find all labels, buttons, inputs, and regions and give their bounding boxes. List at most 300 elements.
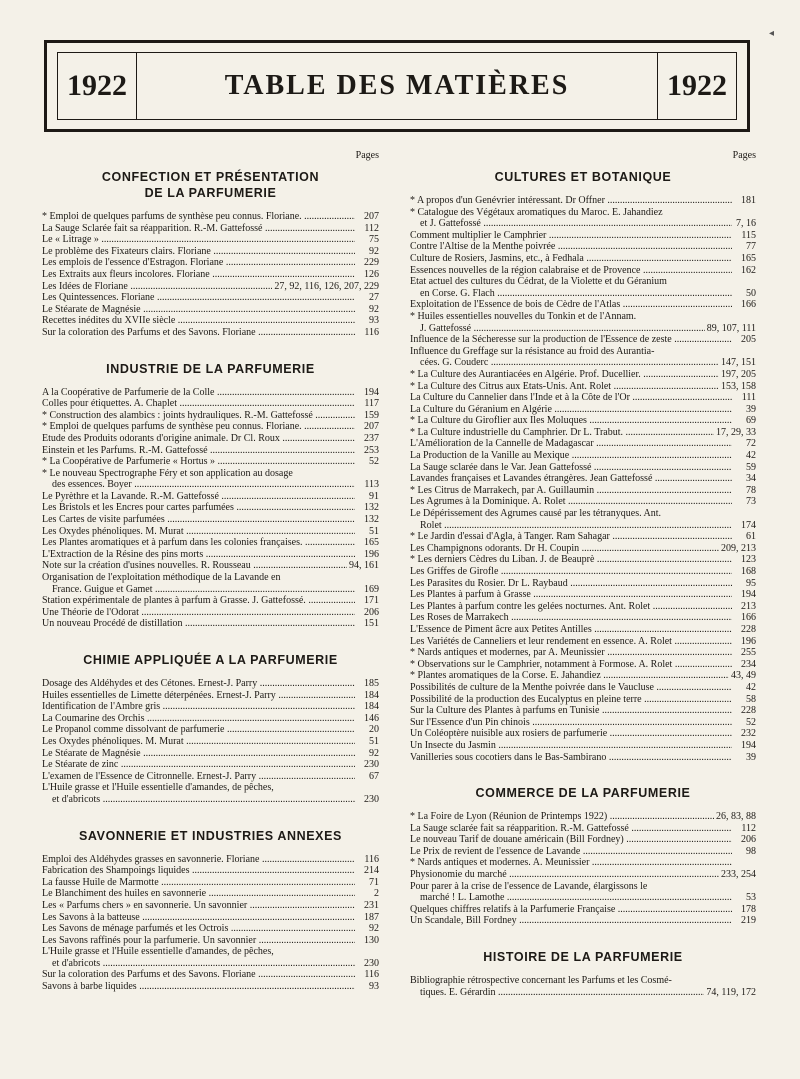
entry-title: Quelques chiffres relatifs à la Parfumerie Française ..... — [410, 904, 732, 916]
entry-page: 51 — [369, 525, 379, 537]
toc-entry — [42, 595, 379, 607]
entry-title: Le Dépérissement des Agrumes causé par les tétranyques. Ant. — [410, 508, 662, 520]
entry-page: 237 — [364, 432, 379, 444]
entry-title: Etat actuel des cultures du Cédrat, de la Violette et du Géranium — [410, 276, 667, 288]
entry-title: Dosage des Aldéhydes et des Cétones. Ernest-J. Parry ..... — [42, 678, 355, 690]
entry-continuation-line — [42, 584, 379, 596]
header-frame — [44, 40, 750, 132]
toc-entry — [410, 682, 756, 694]
entry-page: 72 — [746, 438, 756, 450]
entry-page: 231 — [364, 899, 379, 911]
entry-title: Physionomie du marché ..... — [410, 869, 719, 881]
entry-page: 234 — [741, 658, 756, 670]
entry-title: Les Savons à la batteuse ..... — [42, 912, 355, 924]
toc-entry — [410, 531, 756, 543]
toc-entry — [410, 705, 756, 717]
entry-title: Essences nouvelles de la région calabraise et de Provence ..... — [410, 265, 732, 277]
entry-page: 111 — [741, 392, 756, 404]
toc-entry — [410, 496, 756, 508]
entry-title: Etude des Produits odorants d'origine animale. Dr Cl. Roux ..... — [42, 433, 355, 445]
entry-title: Les Champignons odorants. Dr H. Coupin ..... — [410, 543, 719, 555]
entry-continuation-line — [410, 987, 756, 999]
toc-entry — [410, 857, 756, 869]
section-title-line: CULTURES ET BOTANIQUE — [494, 170, 672, 184]
entry-title: * Observations sur le Camphrier, notamment à Formose. A. Rolet ..... — [410, 659, 732, 671]
toc-entry — [42, 854, 379, 866]
entry-page: 112 — [741, 822, 756, 834]
toc-entry — [410, 195, 756, 207]
entry-title: * Huiles essentielles nouvelles du Tonkin et de l'Annam. — [410, 310, 637, 322]
toc-entry — [42, 771, 379, 783]
entry-title: * La Culture des Aurantiacées en Algérie. Prof. Ducellier. ..... — [410, 369, 719, 381]
section-title-line: CONFECTION ET PRÉSENTATION — [101, 170, 320, 184]
entry-title-cont: tiques. E. Gérardin ..... — [410, 987, 704, 999]
entry-page: 93 — [369, 981, 379, 993]
entry-title: L'Amélioration de la Cannelle de Madagascar ..... — [410, 438, 732, 450]
toc-entry — [410, 752, 756, 764]
entry-title: Les Plantes à parfum contre les gelées nocturnes. Ant. Rolet ..... — [410, 601, 732, 613]
entry-title: Un nouveau Procédé de distillation ..... — [42, 618, 355, 630]
entry-page: 27 — [369, 292, 379, 304]
toc-entry — [410, 846, 756, 858]
entry-title: Colles pour étiquettes. A. Chaplet ..... — [42, 398, 355, 410]
entry-page: 196 — [741, 635, 756, 647]
entry-title: * Plantes aromatiques de la Corse. E. Jahandiez ..... — [410, 670, 729, 682]
section-title — [410, 169, 756, 185]
entry-title: Savons à barbe liquides ..... — [42, 981, 355, 993]
toc-entry — [410, 554, 756, 566]
toc-entry — [42, 701, 379, 713]
entry-title: Le nouveau Tarif de douane américain (Bill Fordney) ..... — [410, 834, 732, 846]
entry-title: * La Culture du Giroflier aux Iles Moluques ..... — [410, 415, 732, 427]
entry-title: Sur la coloration des Parfums et des Savons. Floriane ..... — [42, 327, 355, 339]
entry-title: Lavandes françaises et Lavandes étrangères. Jean Gattefossé ..... — [410, 473, 732, 485]
entry-page: 58 — [746, 693, 756, 705]
entry-page: 74, 119, 172 — [706, 986, 756, 998]
entry-page: 253 — [364, 444, 379, 456]
toc-entry — [410, 207, 756, 230]
entry-page: 147, 151 — [721, 357, 756, 369]
toc-entry — [410, 369, 756, 381]
entry-page: 39 — [746, 403, 756, 415]
entry-page: 71 — [369, 876, 379, 888]
entry-title: Les Plantes à parfum à Grasse ..... — [410, 589, 732, 601]
entry-page: 69 — [746, 415, 756, 427]
entry-title: Un Scandale, Bill Fordney ..... — [410, 915, 732, 927]
toc-entry — [410, 728, 756, 740]
entry-page: 67 — [369, 770, 379, 782]
entry-page: 92 — [369, 245, 379, 257]
entry-title: * A propos d'un Genévrier intéressant. Dr Offner ..... — [410, 195, 732, 207]
entry-title: Emploi des Aldéhydes grasses en savonnerie. Floriane ..... — [42, 854, 355, 866]
entry-page: 78 — [746, 484, 756, 496]
toc-entry — [42, 445, 379, 457]
entry-page: 185 — [364, 678, 379, 689]
section-title — [410, 949, 756, 965]
entry-title: L'Essence de Piment âcre aux Petites Antilles ..... — [410, 624, 732, 636]
toc-entry — [42, 946, 379, 969]
toc-entry — [42, 526, 379, 538]
entry-title: Possibilité de la production des Eucalyptus en pleine terre ..... — [410, 694, 732, 706]
toc-entry — [42, 618, 379, 630]
toc-entry — [42, 398, 379, 410]
entry-page: 115 — [741, 229, 756, 241]
entry-title: Les Oxydes phénoliques. M. Murat ..... — [42, 526, 355, 538]
entry-title: Les emplois de l'essence d'Estragon. Floriane ..... — [42, 257, 355, 269]
toc-entry — [410, 404, 756, 416]
toc-entry — [410, 823, 756, 835]
entry-page: 26, 83, 88 — [716, 811, 756, 823]
entry-continuation-line — [42, 479, 379, 491]
entry-page: 168 — [741, 566, 756, 577]
toc-entry — [42, 572, 379, 595]
toc-entry — [42, 560, 379, 572]
left-column — [42, 150, 379, 1015]
entry-title: Organisation de l'exploitation méthodique de la Lavande en — [42, 572, 281, 584]
toc-entry — [410, 381, 756, 393]
toc-section — [42, 828, 379, 993]
entry-title: Les Extraits aux fleurs incolores. Floriane ..... — [42, 269, 355, 281]
entry-page: 229 — [364, 257, 379, 269]
entry-continuation-line — [410, 218, 756, 230]
entry-title: Un Coléoptère nuisible aux rosiers de parfumerie ..... — [410, 728, 732, 740]
toc-entry — [42, 387, 379, 399]
entry-title: * La Foire de Lyon (Réunion de Printemps 1922) ..... — [410, 811, 714, 823]
entry-title: Les Bristols et les Encres pour cartes parfumées ..... — [42, 502, 355, 514]
entry-title: Culture de Rosiers, Jasmins, etc., à Fedhala ..... — [410, 253, 732, 265]
section-title — [42, 169, 379, 201]
entry-title: * Catalogue des Végétaux aromatiques du Maroc. E. Jahandiez — [410, 206, 663, 218]
entry-page: 50 — [746, 287, 756, 299]
toc-entry — [42, 211, 379, 223]
toc-entry — [410, 392, 756, 404]
toc-entry — [410, 427, 756, 439]
section-title-line: HISTOIRE DE LA PARFUMERIE — [483, 950, 683, 965]
entry-page: 75 — [369, 234, 379, 246]
entry-title: Influence du Greffage sur la résistance au froid des Aurantia- — [410, 345, 655, 357]
entry-page: 126 — [364, 268, 379, 280]
toc-entry — [42, 724, 379, 736]
entry-page: 181 — [741, 195, 756, 206]
right-column — [410, 150, 756, 1020]
entry-title: Les Cartes de visite parfumées ..... — [42, 514, 355, 526]
entry-page: 228 — [741, 623, 756, 635]
toc-entry — [42, 877, 379, 889]
toc-entry — [42, 759, 379, 771]
entry-page: 17, 29, 33 — [716, 426, 756, 438]
entry-page: 94, 161 — [349, 560, 379, 572]
entry-title: L'Extraction de la Résine des pins morts ..... — [42, 549, 355, 561]
entry-page: 130 — [364, 934, 379, 946]
section-title — [42, 361, 379, 377]
entry-title: Sur l'Essence d'un Pin chinois ..... — [410, 717, 732, 729]
entry-page: 89, 107, 111 — [706, 322, 756, 334]
entry-page: 51 — [369, 735, 379, 747]
section-title — [42, 652, 379, 668]
entry-page: 230 — [364, 759, 379, 771]
entry-page: 92 — [369, 747, 379, 759]
toc-entry — [42, 690, 379, 702]
entry-page: 153, 158 — [721, 380, 756, 392]
entry-page: 159 — [364, 409, 379, 421]
entry-page: 196 — [364, 548, 379, 560]
toc-entry — [410, 311, 756, 334]
entry-page: 132 — [364, 514, 379, 526]
entry-title: Note sur la création d'usines nouvelles. R. Rousseau ..... — [42, 560, 347, 572]
entry-page: 233, 254 — [721, 869, 756, 881]
entry-page: 42 — [746, 681, 756, 693]
entry-title: * Nards antiques et modernes, par A. Meunissier ..... — [410, 647, 732, 659]
entry-title: * La Culture industrielle du Camphrier. Dr L. Trabut. ..... — [410, 427, 714, 439]
entry-page: 7, 16 — [736, 218, 756, 230]
entry-title: L'examen de l'Essence de Citronnelle. Ernest-J. Parry ..... — [42, 771, 355, 783]
entry-page: 162 — [741, 264, 756, 276]
entry-title: Les « Parfums chers » en savonnerie. Un savonnier ..... — [42, 900, 355, 912]
entry-page: 116 — [364, 853, 379, 865]
entry-title-cont: en Corse. G. Flach ..... — [410, 288, 732, 300]
entry-page: 187 — [364, 911, 379, 923]
entry-title: Pour parer à la crise de l'essence de Lavande, élargissons le — [410, 880, 648, 892]
entry-page: 95 — [746, 577, 756, 589]
entry-title-cont: cées. G. Couderc ..... — [410, 357, 719, 369]
toc-entry — [42, 421, 379, 433]
entry-page: 92 — [369, 923, 379, 935]
toc-entry — [410, 253, 756, 265]
entry-title: * Nards antiques et modernes. A. Meunissier ..... — [410, 857, 732, 869]
section-title-line: DE LA PARFUMERIE — [144, 186, 277, 200]
entry-page: 255 — [741, 647, 756, 659]
toc-entry — [410, 485, 756, 497]
entry-page: 209, 213 — [721, 542, 756, 554]
entry-title: Sur la Culture des Plantes à parfums en Tunisie ..... — [410, 705, 732, 717]
toc-entry — [410, 241, 756, 253]
year-right: 1922 — [657, 53, 736, 119]
toc-entry — [42, 923, 379, 935]
toc-entry — [42, 900, 379, 912]
entry-page: 92 — [369, 303, 379, 315]
entry-title: * Construction des alambics : joints hydrauliques. R.-M. Gattefossé ..... — [42, 410, 355, 422]
entry-title: Exploitation de l'Essence de bois de Cèdre de l'Atlas ..... — [410, 299, 732, 311]
entry-title: Recettes inédites du XVIIe siècle ..... — [42, 315, 355, 327]
toc-entry — [42, 969, 379, 981]
entry-title: * Emploi de quelques parfums de synthèse peu connus. Floriane. ..... — [42, 211, 355, 223]
toc-entry — [410, 636, 756, 648]
entry-page: 214 — [364, 865, 379, 877]
entry-page: 205 — [741, 334, 756, 346]
entry-title: Le Blanchiment des huiles en savonnerie ..... — [42, 888, 355, 900]
toc-entry — [410, 647, 756, 659]
entry-page: 98 — [746, 845, 756, 857]
entry-title: Les Parasites du Rosier. Dr L. Raybaud ..... — [410, 578, 732, 590]
toc-entry — [410, 566, 756, 578]
entry-title: Comment multiplier le Camphrier ..... — [410, 230, 732, 242]
entry-title-cont: et d'abricots ..... — [42, 794, 355, 806]
entry-title: Les Roses de Marrakech ..... — [410, 612, 732, 624]
toc-entry — [410, 670, 756, 682]
toc-entry — [410, 415, 756, 427]
entry-page: 123 — [741, 554, 756, 566]
toc-entry — [410, 975, 756, 998]
toc-entry — [410, 659, 756, 671]
entry-title: Le Prix de revient de l'essence de Lavande ..... — [410, 846, 732, 858]
entry-page: 194 — [364, 386, 379, 398]
entry-title: La Coumarine des Orchis ..... — [42, 713, 355, 725]
entry-title: La Sauge sclarée dans le Var. Jean Gattefossé ..... — [410, 462, 732, 474]
page-title: TABLE DES MATIÈRES — [224, 70, 570, 101]
entry-title: Le problème des Fixateurs clairs. Floriane ..... — [42, 246, 355, 258]
toc-entry — [42, 607, 379, 619]
section-title — [42, 828, 379, 844]
toc-entry — [42, 935, 379, 947]
entry-title-cont: France. Guigue et Gamet ..... — [42, 584, 355, 596]
entry-title: Bibliographie rétrospective concernant les Parfums et les Cosmé- — [410, 975, 672, 987]
toc-entry — [42, 292, 379, 304]
entry-page: 171 — [364, 595, 379, 607]
toc-entry — [42, 713, 379, 725]
toc-entry — [42, 549, 379, 561]
entry-title: L'Huile grasse et l'Huile essentielle d'amandes, de pêches, — [42, 782, 274, 794]
toc-entry — [42, 456, 379, 468]
toc-entry — [42, 981, 379, 993]
entry-title-cont: marché ! L. Lamothe ..... — [410, 892, 732, 904]
entry-title: Station expérimentale de plantes à parfum à Grasse. J. Gattefossé. ..... — [42, 595, 355, 607]
toc-entry — [410, 612, 756, 624]
entry-page: 184 — [364, 689, 379, 701]
entry-page: 146 — [364, 712, 379, 724]
entry-page: 112 — [364, 222, 379, 234]
entry-title: Les Plantes aromatiques et à parfum dans les colonies françaises. ..... — [42, 537, 355, 549]
entry-page: 194 — [741, 589, 756, 601]
toc-entry — [410, 334, 756, 346]
entry-page: 232 — [741, 728, 756, 740]
entry-page: 34 — [746, 473, 756, 485]
entry-title: Les Idées de Floriane ..... — [42, 281, 272, 293]
toc-section — [42, 652, 379, 806]
entry-title: * Emploi de quelques parfums de synthèse peu connus. Floriane. ..... — [42, 421, 355, 433]
toc-entry — [42, 888, 379, 900]
entry-title: * Le nouveau Spectrographe Féry et son application au dosage — [42, 467, 293, 479]
entry-title: Possibilités de culture de la Menthe poivrée dans le Vaucluse ..... — [410, 682, 732, 694]
section-title-line: CHIMIE APPLIQUÉE A LA PARFUMERIE — [83, 653, 338, 667]
entry-page: 43, 49 — [731, 670, 756, 682]
toc-entry — [42, 433, 379, 445]
entry-page: 178 — [741, 903, 756, 915]
toc-entry — [42, 502, 379, 514]
entry-title: L'Huile grasse et l'Huile essentielle d'amandes, de pêches, — [42, 946, 274, 958]
toc-entry — [42, 678, 379, 690]
entry-page: 27, 92, 116, 126, 207, 229 — [274, 280, 379, 292]
entry-continuation-line — [410, 288, 756, 300]
toc-section — [410, 785, 756, 927]
entry-title: Vanilleries sous cocotiers dans le Bas-Sambirano ..... — [410, 752, 732, 764]
entry-title: La Production de la Vanille au Mexique ..... — [410, 450, 732, 462]
entry-continuation-line — [410, 357, 756, 369]
entry-page: 174 — [741, 519, 756, 531]
entry-title: * Les derniers Cèdres du Liban. J. de Beauprè ..... — [410, 554, 732, 566]
entry-page: 113 — [364, 479, 379, 491]
entry-title: La Culture du Géranium en Algérie ..... — [410, 404, 732, 416]
entry-page: 42 — [746, 450, 756, 462]
toc-entry — [42, 912, 379, 924]
entry-title-cont: et d'abricots ..... — [42, 958, 355, 970]
toc-entry — [410, 869, 756, 881]
entry-title: Les Griffes de Girofle ..... — [410, 566, 732, 578]
toc-entry — [410, 601, 756, 613]
section-title — [410, 785, 756, 801]
entry-title: Les Savons de ménage parfumés et les Octrois ..... — [42, 923, 355, 935]
entry-title: La fausse Huile de Marmotte ..... — [42, 877, 355, 889]
section-title-line: COMMERCE DE LA PARFUMERIE — [475, 786, 691, 801]
entry-continuation-line — [410, 520, 756, 532]
entry-continuation-line — [42, 958, 379, 970]
toc-entry — [42, 468, 379, 491]
entry-title: Huiles essentielles de Limette déterpénées. Ernest-J. Parry ..... — [42, 690, 355, 702]
entry-title: Le Stéarate de Magnésie ..... — [42, 748, 355, 760]
entry-page: 132 — [364, 502, 379, 514]
entry-title: Le Propanol comme dissolvant de parfumerie ..... — [42, 724, 355, 736]
toc-entry — [410, 834, 756, 846]
toc-entry — [410, 740, 756, 752]
entry-title: Les Variétés de Canneliers et leur rendement en essence. A. Rolet ..... — [410, 636, 732, 648]
toc-entry — [42, 327, 379, 339]
entry-page: 93 — [369, 315, 379, 327]
toc-entry — [410, 276, 756, 299]
entry-page: 53 — [746, 892, 756, 904]
toc-entry — [410, 589, 756, 601]
toc-entry — [42, 782, 379, 805]
entry-page: 73 — [746, 496, 756, 508]
entry-title: Le Pyrèthre et la Lavande. R.-M. Gattefossé ..... — [42, 491, 355, 503]
entry-page: 207 — [364, 421, 379, 433]
toc-entry — [410, 694, 756, 706]
corner-mark: ◂ — [768, 28, 774, 39]
entry-page: 206 — [741, 834, 756, 846]
entry-page: 151 — [364, 618, 379, 630]
entry-page: 116 — [364, 969, 379, 981]
toc-entry — [42, 223, 379, 235]
entry-title: A la Coopérative de Parfumerie de la Colle ..... — [42, 387, 355, 399]
entry-title: Un Insecte du Jasmin ..... — [410, 740, 732, 752]
entry-title: * La Coopérative de Parfumerie « Hortus » ..... — [42, 456, 355, 468]
toc-section — [410, 949, 756, 998]
toc-section — [42, 361, 379, 630]
toc-entry — [410, 462, 756, 474]
toc-entry — [410, 450, 756, 462]
entry-page: 116 — [364, 326, 379, 338]
entry-title: La Sauge sclarée fait sa réapparition. R.-M. Gattefossé ..... — [410, 823, 732, 835]
toc-entry — [42, 234, 379, 246]
entry-title: Les Oxydes phénoliques. M. Murat ..... — [42, 736, 355, 748]
entry-title: Identification de l'Ambre gris ..... — [42, 701, 355, 713]
entry-page: 165 — [741, 252, 756, 264]
entry-title: * La Culture des Citrus aux Etats-Unis. Ant. Rolet ..... — [410, 381, 719, 393]
toc-entry — [410, 508, 756, 531]
toc-entry — [410, 624, 756, 636]
entry-title: Le Stéarate de Magnésie ..... — [42, 304, 355, 316]
section-title-line: INDUSTRIE DE LA PARFUMERIE — [106, 361, 315, 376]
toc-section — [410, 169, 756, 763]
toc-entry — [410, 265, 756, 277]
entry-page: 207 — [364, 211, 379, 222]
year-left: 1922 — [58, 53, 137, 119]
entry-page: 20 — [369, 724, 379, 736]
toc-entry — [42, 304, 379, 316]
toc-entry — [42, 865, 379, 877]
entry-page: 165 — [364, 537, 379, 549]
toc-entry — [42, 748, 379, 760]
toc-entry — [42, 491, 379, 503]
entry-page: 117 — [364, 398, 379, 410]
